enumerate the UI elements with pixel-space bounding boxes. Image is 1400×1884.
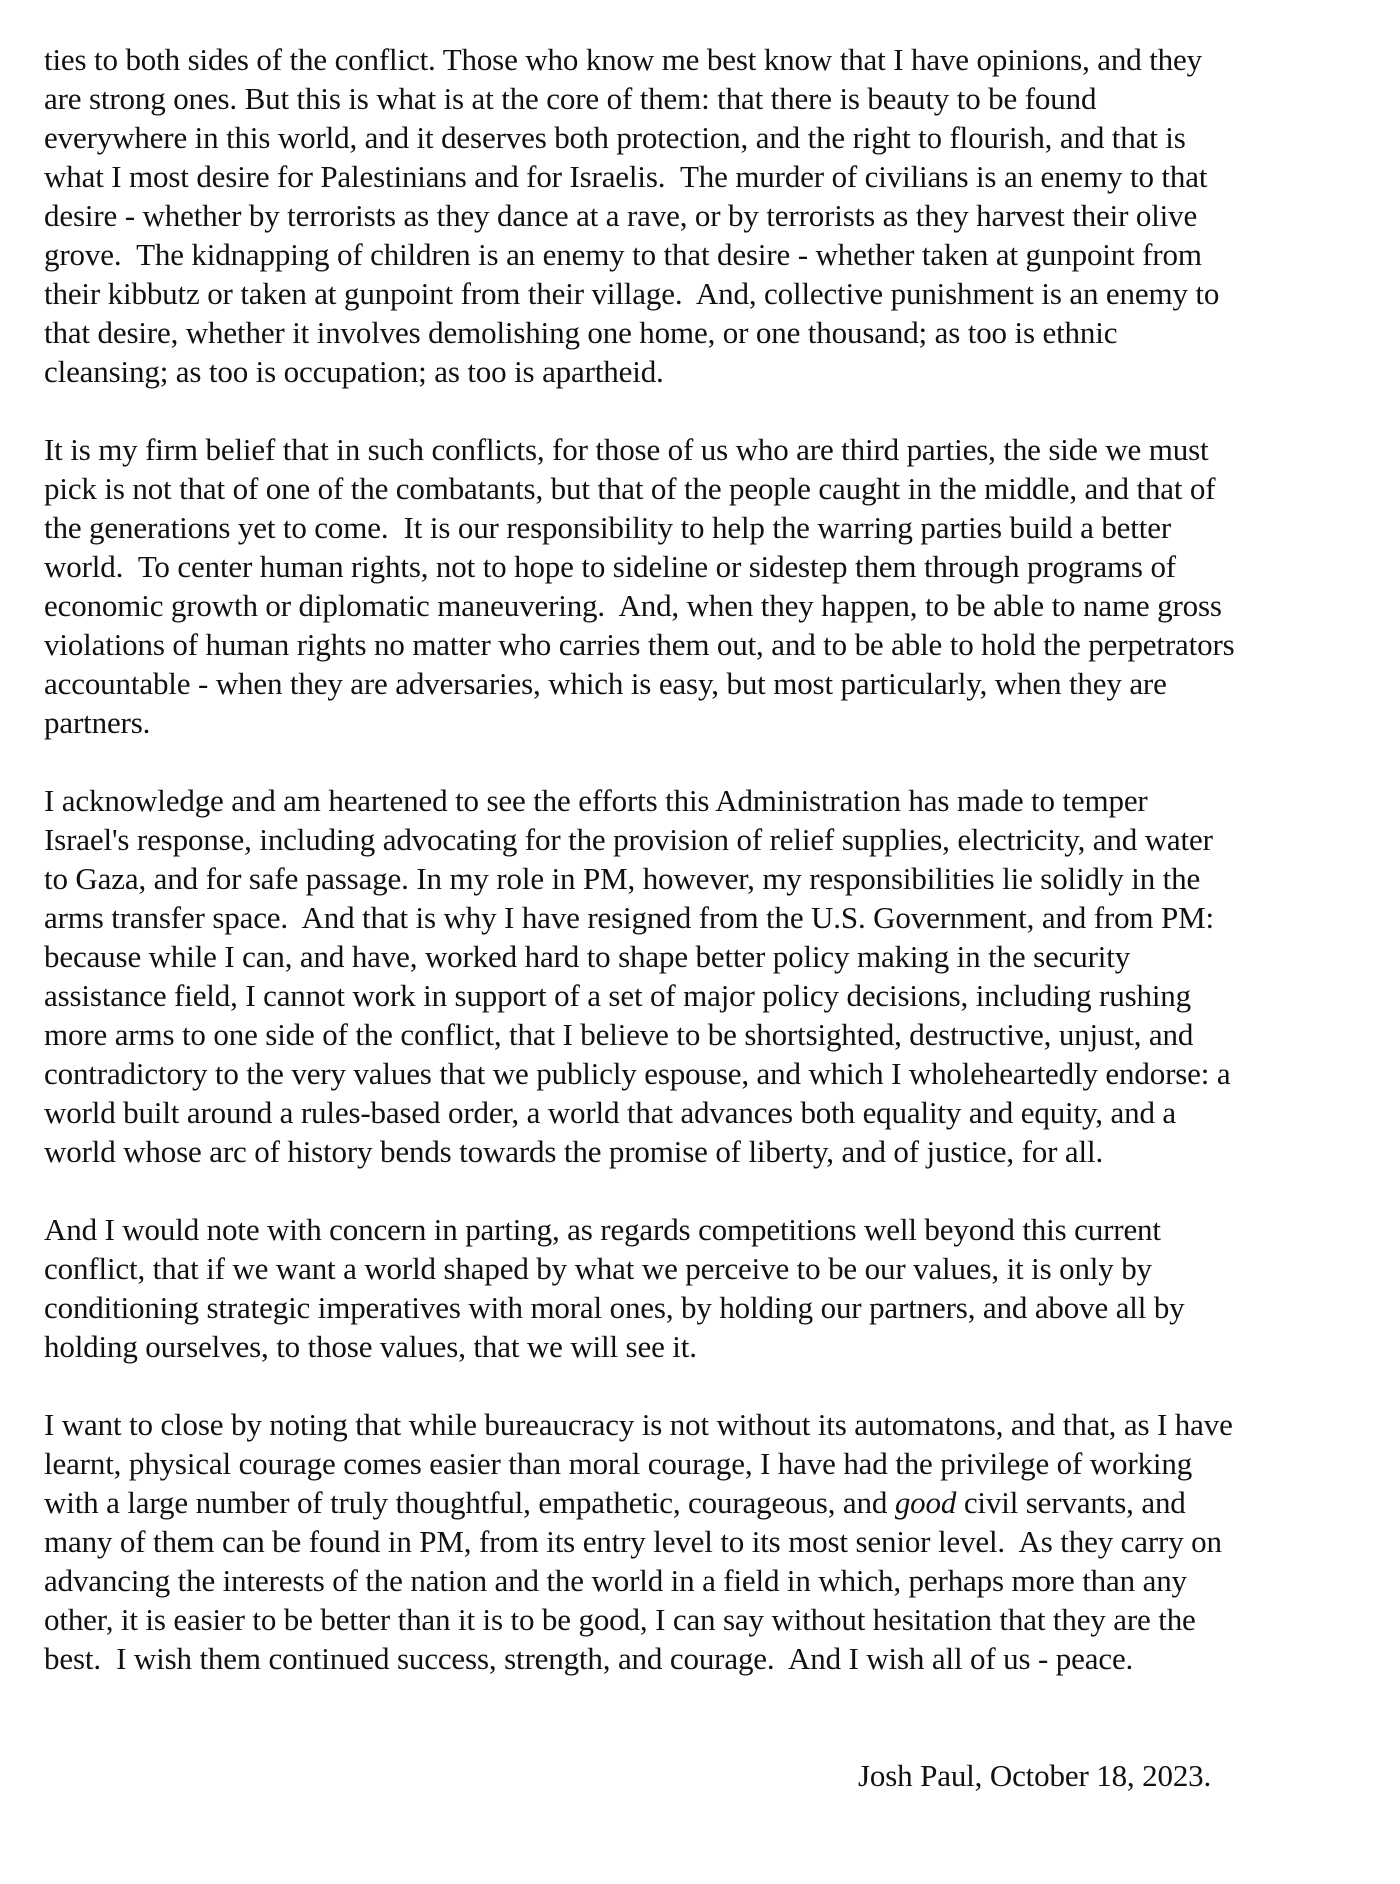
text-line: more arms to one side of the conflict, that I believe to be shortsighted, destructive, unjust, and bbox=[44, 1017, 1194, 1052]
letter-body bbox=[44, 40, 1384, 1795]
paragraph-1 bbox=[44, 40, 1384, 391]
text-line: conflict, that if we want a world shaped by what we perceive to be our values, it is only by bbox=[44, 1251, 1152, 1286]
text-line: contradictory to the very values that we publicly espouse, and which I wholeheartedly endorse: a bbox=[44, 1056, 1231, 1091]
text-line: everywhere in this world, and it deserves both protection, and the right to flourish, and that is bbox=[44, 120, 1186, 155]
text-line: to Gaza, and for safe passage. In my role in PM, however, my responsibilities lie solidly in the bbox=[44, 861, 1201, 896]
text-line: ties to both sides of the conflict. Those who know me best know that I have opinions, and they bbox=[44, 42, 1202, 77]
text-line: their kibbutz or taken at gunpoint from their village. And, collective punishment is an enemy to bbox=[44, 276, 1220, 311]
text-line: violations of human rights no matter who carries them out, and to be able to hold the perpetrators bbox=[44, 627, 1235, 662]
text-segment: civil servants, and bbox=[956, 1485, 1186, 1520]
text-line: assistance field, I cannot work in support of a set of major policy decisions, including rushing bbox=[44, 978, 1191, 1013]
text-line: grove. The kidnapping of children is an enemy to that desire - whether taken at gunpoint from bbox=[44, 237, 1202, 272]
text-line: pick is not that of one of the combatants, but that of the people caught in the middle, and that of bbox=[44, 471, 1216, 506]
emphasis-good: good bbox=[894, 1485, 957, 1520]
text-line: because while I can, and have, worked hard to shape better policy making in the security bbox=[44, 939, 1131, 974]
text-line: learnt, physical courage comes easier than moral courage, I have had the privilege of working bbox=[44, 1446, 1193, 1481]
text-line: It is my firm belief that in such conflicts, for those of us who are third parties, the side we must bbox=[44, 432, 1209, 467]
text-line: I acknowledge and am heartened to see the efforts this Administration has made to temper bbox=[44, 783, 1148, 818]
text-line: world built around a rules-based order, a world that advances both equality and equity, and a bbox=[44, 1095, 1177, 1130]
paragraph-3 bbox=[44, 781, 1384, 1171]
text-line: economic growth or diplomatic maneuvering. And, when they happen, to be able to name gross bbox=[44, 588, 1222, 623]
text-line: world. To center human rights, not to hope to sideline or sidestep them through programs of bbox=[44, 549, 1176, 584]
text-line: other, it is easier to be better than it is to be good, I can say without hesitation that they are the bbox=[44, 1602, 1196, 1637]
text-line: holding ourselves, to those values, that we will see it. bbox=[44, 1329, 697, 1364]
text-line: advancing the interests of the nation and the world in a field in which, perhaps more than any bbox=[44, 1563, 1187, 1598]
paragraph-5 bbox=[44, 1405, 1384, 1678]
paragraph-4 bbox=[44, 1210, 1384, 1366]
text-line: many of them can be found in PM, from its entry level to its most senior level. As they carry on bbox=[44, 1524, 1222, 1559]
text-line: Israel's response, including advocating for the provision of relief supplies, electricity, and water bbox=[44, 822, 1213, 857]
text-line: are strong ones. But this is what is at the core of them: that there is beauty to be found bbox=[44, 81, 1097, 116]
signature: Josh Paul, October 18, 2023. bbox=[858, 1758, 1212, 1793]
text-line: best. I wish them continued success, strength, and courage. And I wish all of us - peace. bbox=[44, 1641, 1134, 1676]
text-line: I want to close by noting that while bureaucracy is not without its automatons, and that, as I have bbox=[44, 1407, 1233, 1442]
text-line: world whose arc of history bends towards the promise of liberty, and of justice, for all. bbox=[44, 1134, 1104, 1169]
text-line: the generations yet to come. It is our responsibility to help the warring parties build a better bbox=[44, 510, 1171, 545]
text-line: And I would note with concern in parting, as regards competitions well beyond this current bbox=[44, 1212, 1161, 1247]
text-line: that desire, whether it involves demolishing one home, or one thousand; as too is ethnic bbox=[44, 315, 1118, 350]
paragraph-2 bbox=[44, 430, 1384, 742]
text-line bbox=[44, 1483, 1384, 1522]
text-line: what I most desire for Palestinians and for Israelis. The murder of civilians is an enemy to that bbox=[44, 159, 1208, 194]
text-line: conditioning strategic imperatives with moral ones, by holding our partners, and above all by bbox=[44, 1290, 1185, 1325]
text-line: accountable - when they are adversaries, which is easy, but most particularly, when they are bbox=[44, 666, 1167, 701]
text-line: arms transfer space. And that is why I have resigned from the U.S. Government, and from PM: bbox=[44, 900, 1214, 935]
text-line: desire - whether by terrorists as they dance at a rave, or by terrorists as they harvest their olive bbox=[44, 198, 1198, 233]
text-line: partners. bbox=[44, 705, 151, 740]
text-line: cleansing; as too is occupation; as too is apartheid. bbox=[44, 354, 664, 389]
text-segment: with a large number of truly thoughtful, empathetic, courageous, and bbox=[44, 1485, 895, 1520]
